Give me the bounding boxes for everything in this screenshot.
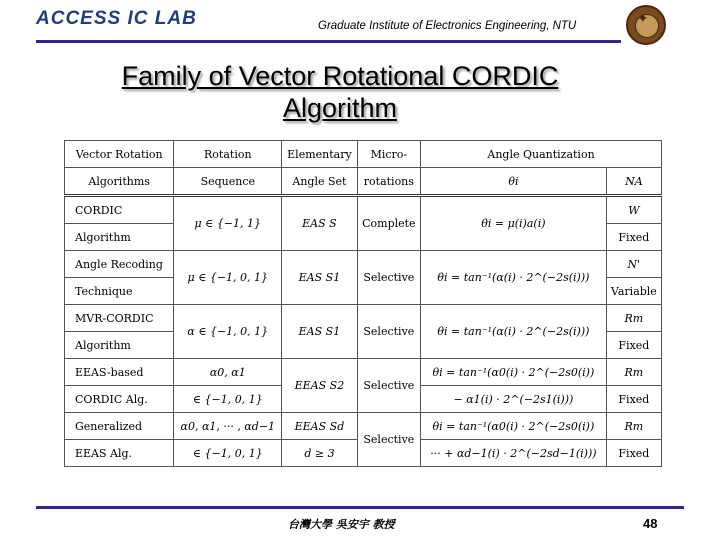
table-header-row-1 xyxy=(65,141,662,168)
table-row: CORDIC μ ∈ {−1, 1} EAS S Complete θi = μ(i)a(i) W xyxy=(65,196,662,224)
table-header-row-2 xyxy=(65,168,662,196)
table-row: MVR-CORDIC α ∈ {−1, 0, 1} EAS S1 Selective θi = tan⁻¹(α(i) · 2^(−2s(i))) Rm xyxy=(65,305,662,332)
footer-divider xyxy=(36,506,684,509)
table-row: Algorithm Fixed xyxy=(65,332,662,359)
header-vector-rotation: Vector Rotation xyxy=(65,141,174,168)
table-row: Angle Recoding μ ∈ {−1, 0, 1} EAS S1 Selective θi = tan⁻¹(α(i) · 2^(−2s(i))) N' xyxy=(65,251,662,278)
university-seal-icon: ✦ xyxy=(626,5,666,45)
header-divider xyxy=(36,40,621,43)
table-row: EEAS-based α0, α1 EEAS S2 Selective θi = tan⁻¹(α0(i) · 2^(−2s0(i)) Rm xyxy=(65,359,662,386)
header-sequence: Sequence xyxy=(174,168,282,196)
slide-title: Family of Vector Rotational CORDIC Algorithm xyxy=(121,61,559,123)
header-rotation: Rotation xyxy=(174,141,282,168)
header-na: NA xyxy=(606,168,661,196)
table-row: Algorithm Fixed xyxy=(65,224,662,251)
table-row: EEAS Alg. ∈ {−1, 0, 1} d ≥ 3 ··· + αd−1(i) · 2^(−2sd−1(i))) Fixed xyxy=(65,440,662,467)
header-angle-set: Angle Set xyxy=(282,168,357,196)
header-theta: θi xyxy=(421,168,607,196)
header-angle-quantization: Angle Quantization xyxy=(421,141,662,168)
header-elementary: Elementary xyxy=(282,141,357,168)
header-algorithms: Algorithms xyxy=(65,168,174,196)
cordic-family-table xyxy=(64,140,662,476)
table-row: Generalized α0, α1, ··· , αd−1 EEAS Sd Selective θi = tan⁻¹(α0(i) · 2^(−2s0(i)) Rm xyxy=(65,413,662,440)
header-micro: Micro- xyxy=(357,141,420,168)
table-row: Technique Variable xyxy=(65,278,662,305)
table-row: CORDIC Alg. ∈ {−1, 0, 1} − α1(i) · 2^(−2s1(i))) Fixed xyxy=(65,386,662,413)
institute-name: Graduate Institute of Electronics Engineering, NTU xyxy=(318,20,577,32)
lab-logo: ACCESS IC LAB xyxy=(36,8,197,29)
author-credit: 台灣大學 吳安宇 教授 xyxy=(288,518,395,531)
header-rotations: rotations xyxy=(357,168,420,196)
page-number: 48 xyxy=(643,516,658,531)
